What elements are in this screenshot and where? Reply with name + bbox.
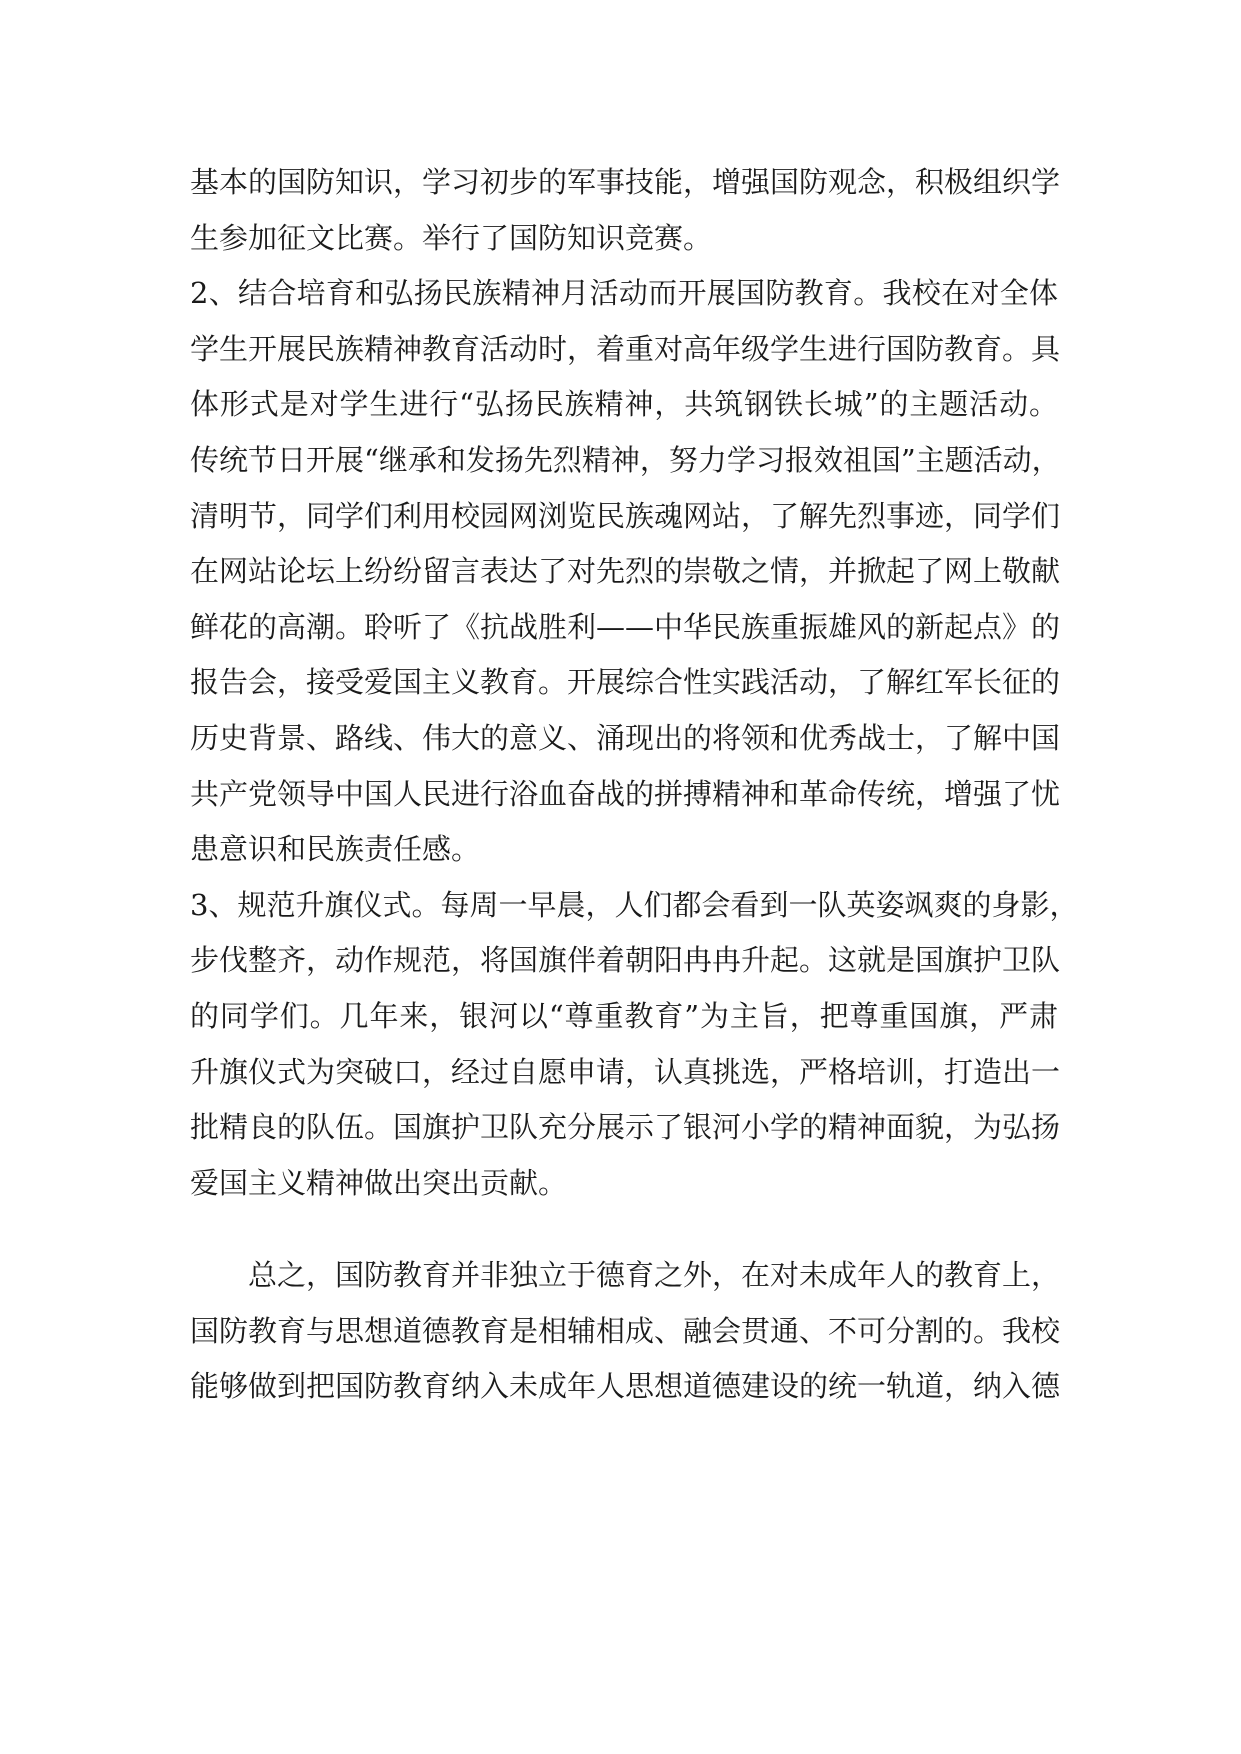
text-line: 生参加征文比赛。举行了国防知识竞赛。 [190, 220, 713, 255]
text-line: 体形式是对学生进行“弘扬民族精神，共筑钢铁长城”的主题活动。 [190, 387, 1058, 422]
text-line: 共产党领导中国人民进行浴血奋战的拼搏精神和革命传统，增强了忧 [190, 776, 1061, 811]
text-line: 报告会，接受爱国主义教育。开展综合性实践活动，了解红军长征的 [190, 665, 1061, 700]
text-line: 3、规范升旗仪式。每周一早晨，人们都会看到一队英姿飒爽的身影， [190, 887, 1079, 922]
text-line: 基本的国防知识，学习初步的军事技能，增强国防观念，积极组织学 [190, 165, 1061, 199]
text-line: 历史背景、路线、伟大的意义、涌现出的将领和优秀战士，了解中国 [190, 720, 1061, 755]
text-line: 清明节，同学们利用校园网浏览民族魂网站，了解先烈事迹，同学们 [190, 498, 1061, 533]
text-line: 批精良的队伍。国旗护卫队充分展示了银河小学的精神面貌，为弘扬 [190, 1110, 1061, 1145]
body-text [190, 155, 1079, 1415]
text-line: 总之，国防教育并非独立于德育之外，在对未成年人的教育上， [248, 1258, 1061, 1293]
text-line: 的同学们。几年来，银河以“尊重教育”为主旨，把尊重国旗，严肃 [190, 998, 1058, 1033]
text-line: 升旗仪式为突破口，经过自愿申请，认真挑选，严格培训，打造出一 [190, 1054, 1061, 1089]
text-line: 2、结合培育和弘扬民族精神月活动而开展国防教育。我校在对全体 [190, 276, 1058, 311]
text-line: 鲜花的高潮。聆听了《抗战胜利——中华民族重振雄风的新起点》的 [190, 609, 1061, 644]
text-line: 学生开展民族精神教育活动时，着重对高年级学生进行国防教育。具 [190, 331, 1061, 366]
text-line: 国防教育与思想道德教育是相辅相成、融会贯通、不可分割的。我校 [190, 1313, 1061, 1348]
text-line: 患意识和民族责任感。 [190, 832, 481, 867]
text-line: 能够做到把国防教育纳入未成年人思想道德建设的统一轨道，纳入德 [190, 1369, 1061, 1404]
paragraph-gap [190, 1211, 1058, 1248]
text-line: 步伐整齐，动作规范，将国旗伴着朝阳冉冉升起。这就是国旗护卫队 [190, 943, 1061, 978]
text-line: 在网站论坛上纷纷留言表达了对先烈的崇敬之情，并掀起了网上敬献 [190, 554, 1061, 589]
text-line: 传统节日开展“继承和发扬先烈精神，努力学习报效祖国”主题活动， [190, 442, 1061, 477]
text-line: 爱国主义精神做出突出贡献。 [190, 1165, 568, 1200]
